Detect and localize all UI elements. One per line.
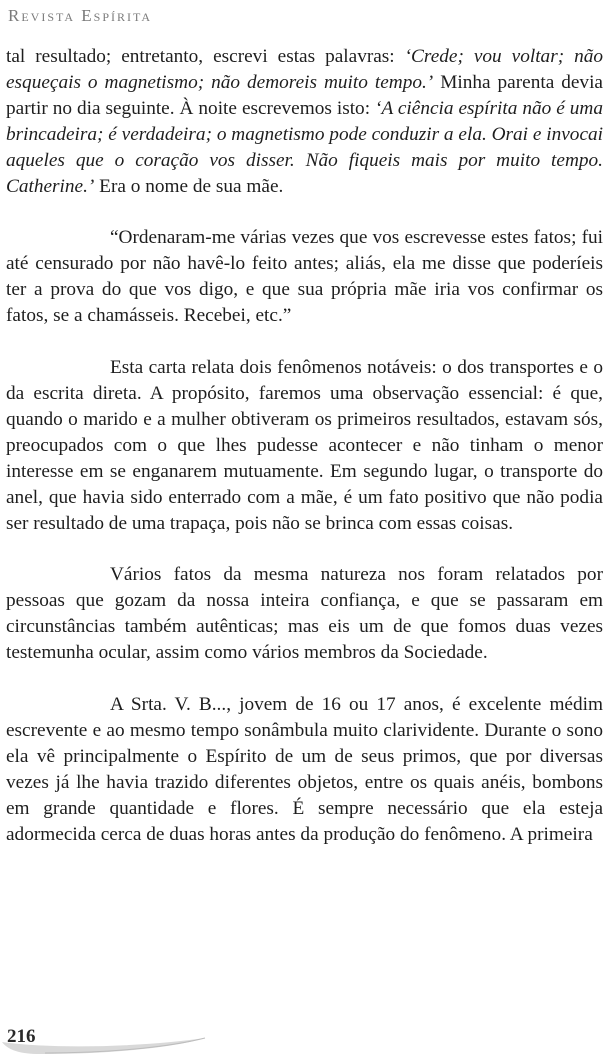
running-header: Revista Espírita: [8, 6, 153, 25]
paragraph-3: Esta carta relata dois fenômenos notáveis: o dos transportes e o da escrita direta. A propósito, faremos uma observação essencial: é que, quando o marido e a mulher obtiveram os primeiros resultados, estavam sós, preocupados com o que lhes pudesse acontecer e não tinham o menor interesse em se enganarem mutuamente. Em segundo lugar, o transporte do anel, que havia sido enterrado com a mãe, é um fato positivo que não podia ser resultado de uma trapaça, pois não se brinca com essas coisas.: [6, 357, 603, 534]
paragraph-1-text-c: Era o nome de sua mãe.: [94, 175, 284, 197]
paragraph-5: A Srta. V. B..., jovem de 16 ou 17 anos, é excelente médim escrevente e ao mesmo tempo sonâmbula muito clarividente. Durante o sono ela vê principalmente o Espírito de um de seus primos, que por diversas vezes já lhe havia trazido diferentes objetos, entre os quais anéis, bombons em grande quantidade e flores. É sempre necessário que ela esteja adormecida cerca de duas horas antes da produção do fenômeno. A primeira: [6, 694, 603, 845]
paragraph-2: “Ordenaram-me várias vezes que vos escrevesse estes fatos; fui até censurado por não havê-lo feito antes; aliás, ela me disse que poderíeis ter a prova do que vos digo, e que sua própria mãe iria vos confirmar os fatos, se a chamásseis. Recebei, etc.”: [6, 227, 603, 327]
paragraph-1-quote-a: ‘Crede; vou voltar; não esqueçais o magnetismo; não demoreis muito tempo.’: [6, 46, 603, 93]
page-footer: [0, 1020, 611, 1060]
paragraph-1-quote-b: ‘A ciência espírita não é uma brincadeira; é verdadeira; o magnetismo pode conduzir a ela. Orai e invocai aqueles que o coração vos disser. Não fiqueis mais por muito tempo. Catherine.’: [6, 97, 603, 197]
page-number: 216: [7, 1026, 36, 1047]
paragraph-1-text-b: Minha parenta devia partir no dia seguinte. À noite escrevemos isto:: [6, 71, 603, 119]
paragraph-1: [6, 44, 603, 199]
decorative-swoosh: [0, 1020, 260, 1060]
page-body: [6, 44, 603, 873]
paragraph-4: Vários fatos da mesma natureza nos foram relatados por pessoas que gozam da nossa inteira confiança, e que se passaram em circunstâncias também autênticas; mas eis um de que fomos duas vezes testemunha ocular, assim como vários membros da Sociedade.: [6, 564, 603, 664]
paragraph-1-text-a: tal resultado; entretanto, escrevi estas palavras:: [6, 46, 405, 67]
